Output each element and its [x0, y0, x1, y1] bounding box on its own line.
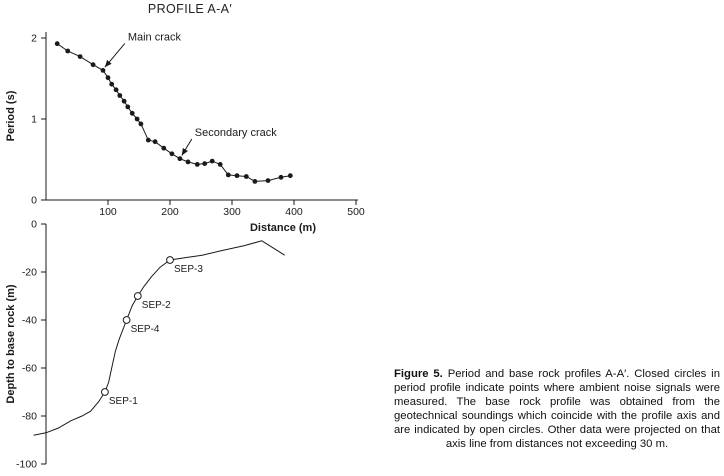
depth-tick-label: -80	[21, 410, 37, 423]
distance-axis-label: Distance (m)	[249, 222, 317, 234]
sounding-label: SEP-2	[141, 300, 171, 311]
figure-title: PROFILE A-A′	[147, 2, 233, 16]
caption-label: Figure 5.	[394, 368, 443, 380]
depth-tick-label: -40	[21, 314, 37, 327]
period-point	[117, 93, 122, 98]
period-point	[65, 49, 70, 54]
distance-tick-label: 400	[285, 206, 303, 218]
period-tick-label: 1	[31, 113, 37, 126]
sounding-label: SEP-1	[108, 396, 138, 407]
caption-text: Period and base rock profiles A-A′. Closed circles in period profile indicate points where ambient noise signals were measured. The base rock profile was obtained from the geotechnical soundings which coincide with the profile axis and are indicated by open circles. Other data were projected on that axis line from distances not exceeding 30 m.	[394, 368, 720, 450]
period-point	[114, 87, 119, 92]
sounding-point	[167, 257, 174, 264]
sounding-label: SEP-3	[174, 264, 203, 275]
base-rock-profile-line	[34, 241, 285, 435]
period-point	[139, 122, 144, 127]
distance-tick-label: 200	[161, 206, 179, 218]
sounding-point	[134, 293, 141, 300]
top-axes	[46, 32, 358, 200]
distance-tick-label: 500	[347, 206, 365, 218]
period-point	[279, 175, 284, 180]
period-point	[161, 146, 166, 151]
period-point	[226, 173, 231, 178]
depth-tick-label: 0	[31, 218, 37, 231]
period-axis-label: Period (s)	[5, 90, 17, 142]
period-point	[125, 105, 130, 110]
depth-tick-label: -60	[21, 362, 37, 375]
period-point	[178, 156, 183, 161]
period-point	[106, 75, 111, 80]
depth-tick-label: -20	[21, 266, 37, 279]
annotation-arrow	[105, 43, 125, 67]
period-point	[170, 151, 175, 156]
period-point	[195, 162, 200, 167]
period-point	[153, 139, 158, 144]
period-point	[210, 159, 215, 164]
annotation-label: Secondary crack	[194, 127, 277, 140]
sounding-point	[102, 389, 109, 396]
period-point	[218, 162, 223, 167]
period-point	[78, 54, 83, 59]
period-tick-label: 0	[31, 194, 37, 207]
annotation-arrow	[182, 139, 192, 155]
period-point	[55, 41, 60, 46]
depth-axis-label: Depth to base rock (m)	[5, 284, 17, 404]
distance-tick-label: 100	[99, 206, 117, 218]
period-point	[253, 179, 258, 184]
period-point	[91, 62, 96, 67]
period-point	[109, 82, 114, 87]
sounding-point	[123, 317, 130, 324]
period-tick-label: 2	[31, 32, 37, 45]
period-point	[101, 68, 106, 73]
period-point	[122, 99, 127, 104]
period-point	[146, 138, 151, 143]
period-point	[202, 161, 207, 166]
period-point	[235, 173, 240, 178]
period-point	[244, 174, 249, 179]
depth-tick-label: -100	[15, 458, 37, 471]
annotation-label: Main crack	[127, 31, 182, 44]
sounding-label: SEP-4	[130, 324, 160, 335]
distance-tick-label: 300	[223, 206, 241, 218]
period-point	[135, 117, 140, 122]
period-point	[186, 160, 191, 165]
period-point	[266, 178, 271, 183]
figure-caption	[394, 367, 720, 451]
period-point	[130, 111, 135, 116]
period-point	[288, 173, 293, 178]
